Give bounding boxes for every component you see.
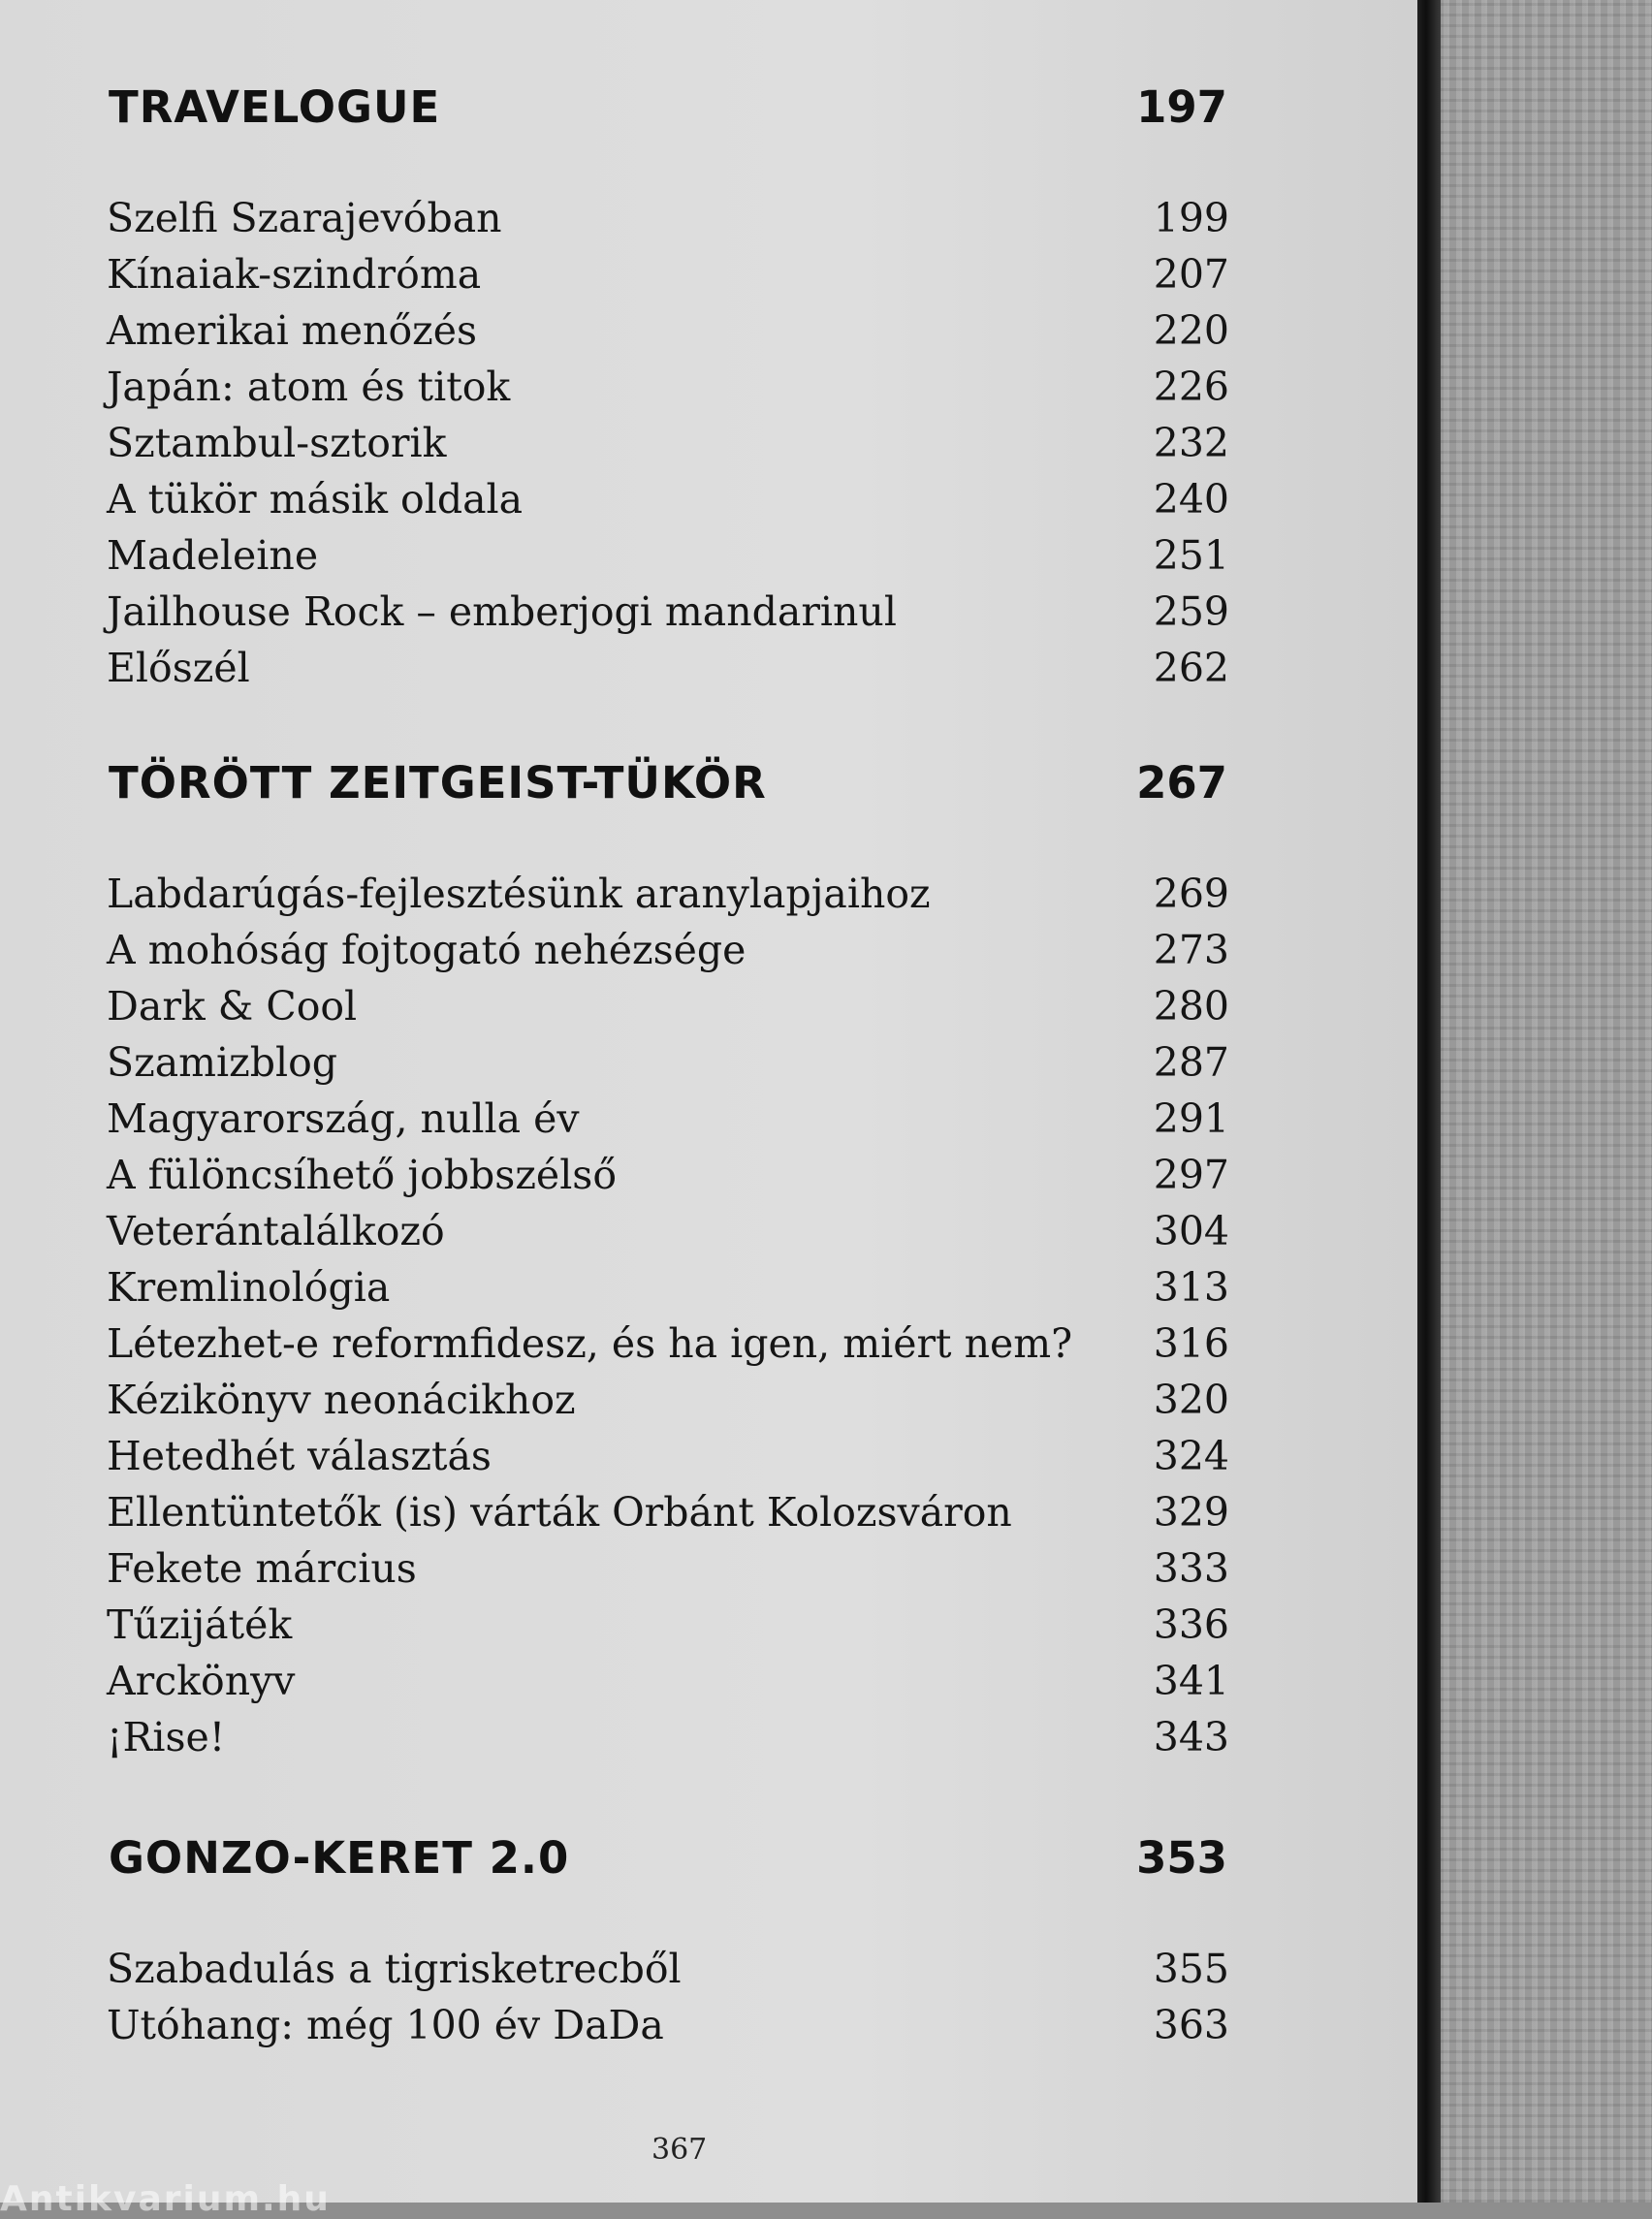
entry-page-number: 259 — [1153, 588, 1229, 635]
entry-title: Labdarúgás-fejlesztésünk aranylapjaihoz — [107, 871, 931, 917]
section-page-number: 353 — [1136, 1832, 1227, 1884]
section-page-number: 197 — [1136, 81, 1227, 133]
toc-entry — [0, 364, 1417, 418]
toc-entry — [0, 195, 1417, 249]
entry-page-number: 280 — [1153, 983, 1229, 1030]
entry-title: Arckönyv — [107, 1658, 296, 1704]
toc-entry — [0, 645, 1417, 699]
toc-entry — [0, 927, 1417, 981]
toc-entry — [0, 2002, 1417, 2056]
entry-page-number: 320 — [1153, 1377, 1229, 1423]
entry-title: Kremlinológia — [107, 1264, 391, 1311]
toc-entry — [0, 588, 1417, 643]
entry-title: Kézikönyv neonácikhoz — [107, 1377, 576, 1423]
entry-page-number: 313 — [1153, 1264, 1229, 1311]
entry-title: ¡Rise! — [107, 1714, 226, 1760]
toc-entry — [0, 1658, 1417, 1712]
entry-page-number: 297 — [1153, 1152, 1229, 1198]
entry-title: Veterántalálkozó — [107, 1208, 445, 1254]
section-heading-torott-zeitgeist — [0, 757, 1417, 815]
toc-entry — [0, 476, 1417, 530]
toc-entry — [0, 532, 1417, 586]
entry-page-number: 291 — [1153, 1095, 1229, 1142]
entry-page-number: 273 — [1153, 927, 1229, 973]
entry-title: Amerikai menőzés — [107, 307, 478, 354]
page-number: 367 — [651, 2133, 708, 2167]
toc-entry — [0, 1545, 1417, 1600]
toc-entry — [0, 307, 1417, 362]
entry-page-number: 251 — [1153, 532, 1229, 579]
section-title: GONZO-KERET 2.0 — [109, 1832, 570, 1884]
entry-page-number: 207 — [1153, 251, 1229, 298]
entry-page-number: 336 — [1153, 1601, 1229, 1648]
entry-page-number: 355 — [1153, 1946, 1229, 1992]
entry-title: Dark & Cool — [107, 983, 358, 1030]
toc-entry — [0, 1039, 1417, 1094]
entry-title: A mohóság fojtogató nehézsége — [107, 927, 747, 973]
section-title: TÖRÖTT ZEITGEIST-TÜKÖR — [109, 757, 767, 808]
entry-page-number: 199 — [1153, 195, 1229, 241]
section-page-number: 267 — [1136, 757, 1227, 808]
entry-page-number: 240 — [1153, 476, 1229, 523]
entry-title: Tűzijáték — [107, 1601, 293, 1648]
entry-page-number: 232 — [1153, 420, 1229, 466]
entry-page-number: 220 — [1153, 307, 1229, 354]
entry-title: Szelfi Szarajevóban — [107, 195, 502, 241]
section-heading-travelogue — [0, 81, 1417, 140]
watermark-text: Antikvarium.hu — [0, 2179, 331, 2219]
toc-entry — [0, 1264, 1417, 1318]
entry-page-number: 363 — [1153, 2002, 1229, 2048]
entry-page-number: 262 — [1153, 645, 1229, 691]
toc-entry — [0, 251, 1417, 305]
entry-title: A fülöncsíhető jobbszélső — [107, 1152, 618, 1198]
toc-entry — [0, 420, 1417, 474]
entry-title: Szamizblog — [107, 1039, 338, 1086]
entry-title: Japán: atom és titok — [107, 364, 511, 410]
entry-title: Ellentüntetők (is) várták Orbánt Kolozsváron — [107, 1489, 1012, 1536]
toc-entry — [0, 983, 1417, 1037]
entry-page-number: 226 — [1153, 364, 1229, 410]
toc-entry — [0, 1433, 1417, 1487]
entry-title: Kínaiak-szindróma — [107, 251, 482, 298]
entry-title: Utóhang: még 100 év DaDa — [107, 2002, 664, 2048]
entry-page-number: 341 — [1153, 1658, 1229, 1704]
toc-entry — [0, 1095, 1417, 1150]
entry-page-number: 324 — [1153, 1433, 1229, 1479]
section-heading-gonzo-keret — [0, 1832, 1417, 1890]
section-title: TRAVELOGUE — [109, 81, 441, 133]
entry-title: Hetedhét választás — [107, 1433, 492, 1479]
entry-page-number: 287 — [1153, 1039, 1229, 1086]
entry-title: Jailhouse Rock – emberjogi mandarinul — [107, 588, 897, 635]
toc-entry — [0, 1152, 1417, 1206]
background-surface — [1435, 0, 1652, 2203]
entry-page-number: 269 — [1153, 871, 1229, 917]
toc-entry — [0, 1377, 1417, 1431]
entry-title: Magyarország, nulla év — [107, 1095, 580, 1142]
entry-page-number: 343 — [1153, 1714, 1229, 1760]
entry-title: A tükör másik oldala — [107, 476, 524, 523]
toc-entry — [0, 1208, 1417, 1262]
toc-entry — [0, 1601, 1417, 1656]
toc-entry — [0, 1320, 1417, 1375]
entry-title: Sztambul-sztorik — [107, 420, 447, 466]
entry-title: Fekete március — [107, 1545, 417, 1592]
entry-title: Előszél — [107, 645, 250, 691]
toc-entry — [0, 1946, 1417, 2000]
toc-entry — [0, 1489, 1417, 1543]
toc-entry — [0, 1714, 1417, 1768]
entry-page-number: 316 — [1153, 1320, 1229, 1367]
toc-entry — [0, 871, 1417, 925]
entry-page-number: 304 — [1153, 1208, 1229, 1254]
entry-page-number: 333 — [1153, 1545, 1229, 1592]
entry-title: Létezhet-e reformfidesz, és ha igen, miért nem? — [107, 1320, 1073, 1367]
entry-title: Madeleine — [107, 532, 319, 579]
entry-page-number: 329 — [1153, 1489, 1229, 1536]
entry-title: Szabadulás a tigrisketrecből — [107, 1946, 682, 1992]
